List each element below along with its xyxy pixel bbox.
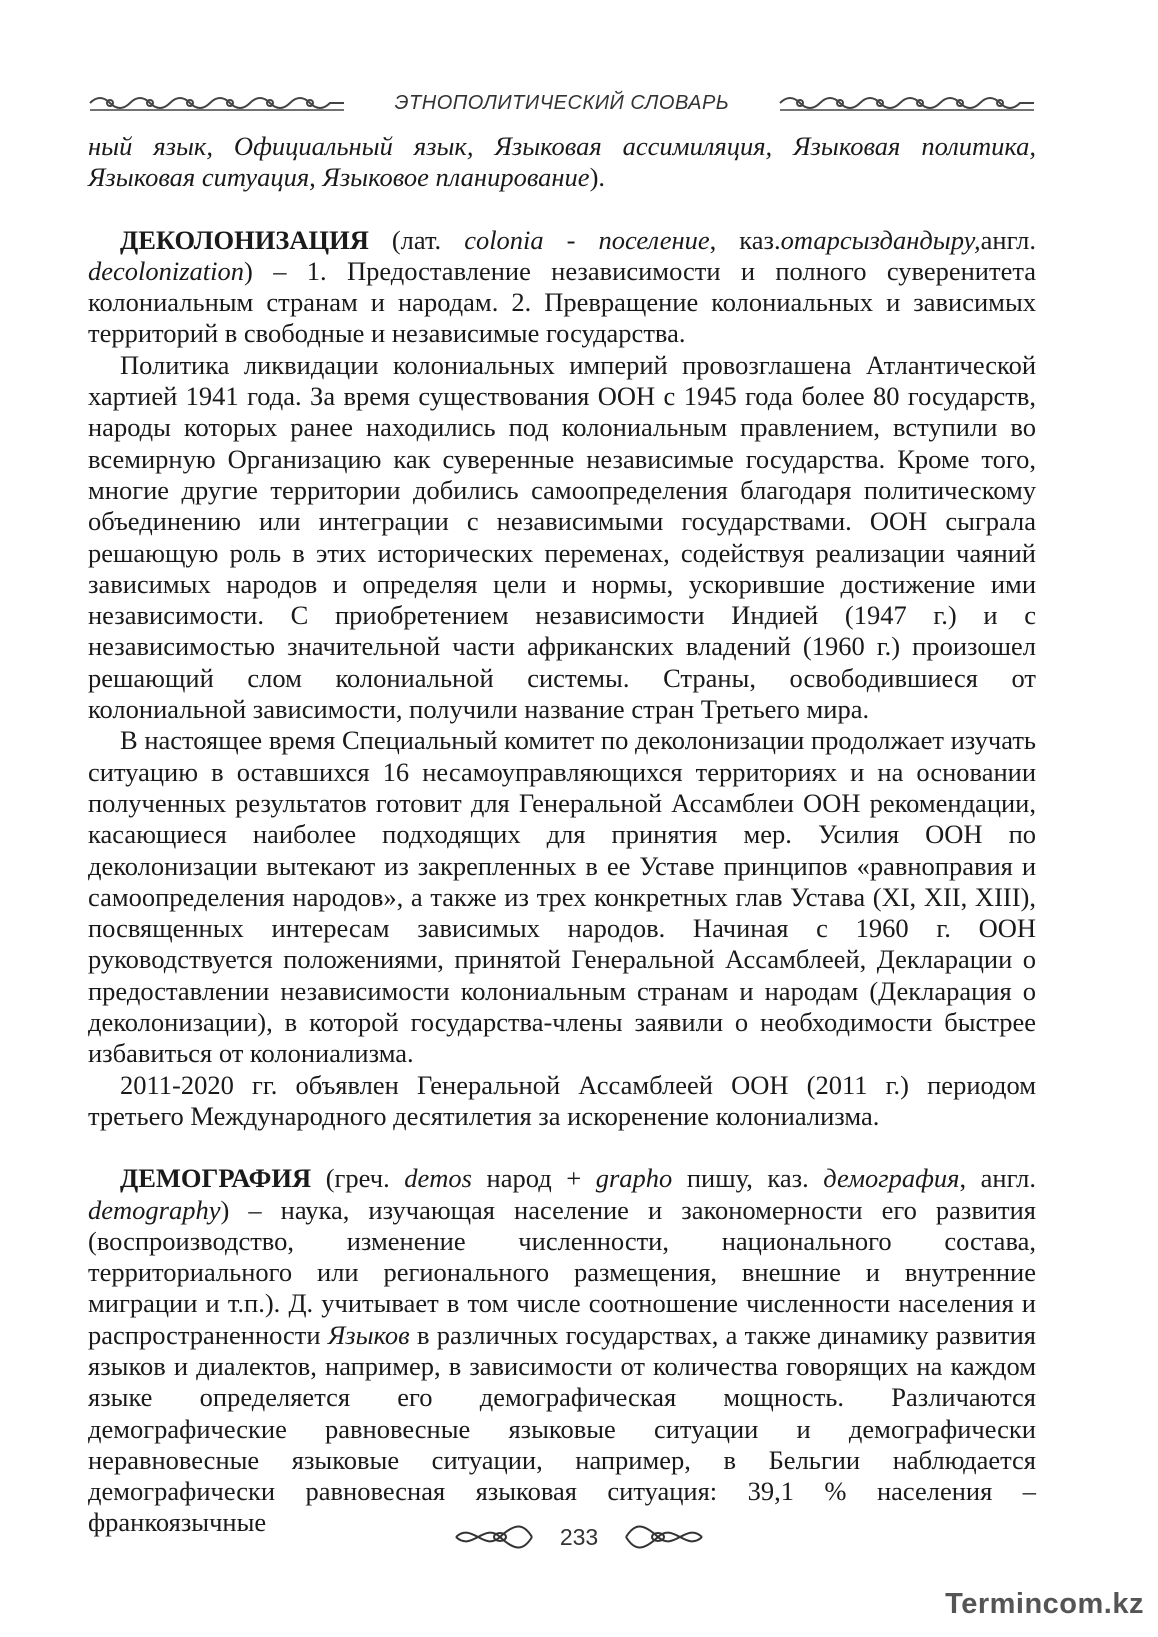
etymology-text: (греч. [311, 1163, 405, 1194]
kazakh-term: отарсыздандыру, [780, 224, 981, 255]
continuation-tail: ). [589, 162, 606, 193]
latin-term: colonia - поселение [464, 224, 710, 255]
cross-reference: Языков [327, 1319, 410, 1350]
watermark: Termincom.kz [945, 1588, 1144, 1620]
entry-term: ДЕКОЛОНИЗАЦИЯ [120, 224, 369, 255]
definition-text: ) – 1. Предоставление независимости и полного суверенитета колониальным странам и народам. 2. Превращение колониальных и зависимых территорий в свободные и независимые государства. [88, 255, 1036, 349]
body-paragraph: Политика ликвидации колониальных империй провозглашена Атлантической хартией 1941 года. За время существования ООН с 1945 года более 80 государств, народы которых ранее находились под колониальным правлением, вступили во всемирную Организацию как суверенные независимые государства. Кроме того, многие другие территории добились самоопределения благодаря политическому объединению или интеграции с независимыми государствами. ООН сыграла решающую роль в этих исторических переменах, содействуя реализации чаяний зависимых народов и определяя цели и нормы, ускорившие достижение ими независимости. С приобретением независимости Индией (1947 г.) и с независимостью значительной части африканских владений (1960 г.) произошел решающий слом колониальной системы. Страны, освободившиеся от колониальной зависимости, получили название стран Третьего мира. [88, 349, 1036, 725]
etymology-text: пишу, каз. [672, 1163, 824, 1194]
ornament-left-icon [88, 92, 346, 114]
page-number: 233 [559, 1523, 599, 1550]
english-term: demography [88, 1194, 221, 1225]
flourish-left-icon [454, 1524, 534, 1550]
page-footer [0, 1520, 1158, 1554]
flourish-right-icon [624, 1524, 704, 1550]
greek-term: grapho [595, 1163, 673, 1194]
continuation-italic: ный язык, Официальный язык, Языковая ассимиляция, Языковая политика, Языковая ситуация, Языковое планирование [88, 131, 1036, 193]
header-title: ЭТНОПОЛИТИЧЕСКИЙ СЛОВАРЬ [394, 91, 730, 114]
etymology-text: англ. [980, 224, 1036, 255]
page-content [88, 131, 1036, 1539]
ornament-right-icon [778, 92, 1036, 114]
kazakh-term: демография [823, 1163, 960, 1194]
entry-term: ДЕМОГРАФИЯ [120, 1163, 312, 1194]
english-term: decolonization [88, 255, 245, 286]
entry-decolonization [88, 225, 1036, 350]
body-paragraph: 2011-2020 гг. объявлен Генеральной Ассамблеей ООН (2011 г.) периодом третьего Международного десятилетия за искоренение колониализма. [88, 1069, 1036, 1131]
greek-term: demos [404, 1163, 472, 1194]
body-paragraph: В настоящее время Специальный комитет по деколонизации продолжает изучать ситуацию в оставшихся 16 несамоуправляющихся территориях и на основании полученных результатов готовит для Генеральной Ассамблеи ООН рекомендации, касающиеся наиболее подходящих для принятия мер. Усилия ООН по деколонизации вытекают из закрепленных в ее Уставе принципов «равноправия и самоопределения народов», а также из трех конкретных глав Устава (XI, XII, XIII), посвященных интересам зависимых народов. Начиная с 1960 г. ООН руководствуется положениями, принятой Генеральной Ассамблеей, Декларации о предоставлении независимости колониальным странам и народам (Декларация о деколонизации), в которой государства-члены заявили о необходимости быстрее избавиться от колониализма. [88, 725, 1036, 1069]
running-header [88, 88, 1036, 118]
definition-text: ) – наука, изучающая население и закономерности его развития (воспроизводство, изменение численности, национального состава, территориального или регионального размещения, внешние и внутренние миграции и т.п.). Д. учитывает в том числе соотношение численности населения и распространенности [88, 1194, 1036, 1350]
entry-demography [88, 1163, 1036, 1539]
etymology-text: , каз. [709, 224, 781, 255]
etymology-text: (лат. [368, 224, 465, 255]
definition-text: в различных государствах, а также динамику развития языков и диалектов, например, в зависимости от количества говорящих на каждом языке определяется его демографическая мощность. Различаются демографические равновесные языковые ситуации и демографически неравновесные языковые ситуации, например, в Бельгии наблюдается демографически равновесная языковая ситуация: 39,1 % населения – франкоязычные [88, 1319, 1036, 1538]
continuation-paragraph [88, 131, 1036, 194]
etymology-text: , англ. [959, 1163, 1036, 1194]
etymology-text: народ + [471, 1163, 596, 1194]
